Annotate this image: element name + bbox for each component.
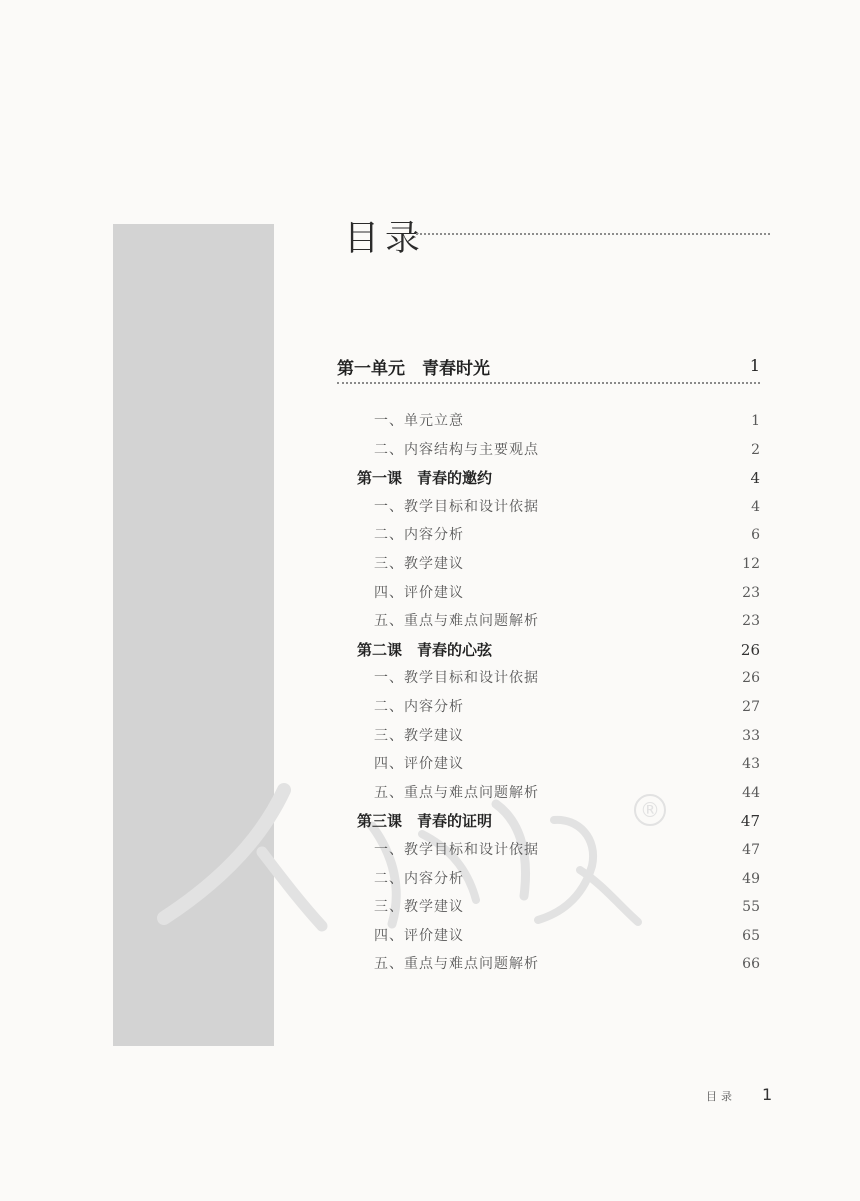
toc-entry-label: 第二课 青春的心弦	[357, 640, 493, 659]
toc-entry-label: 二、内容分析	[374, 698, 464, 715]
toc-entry[interactable]	[357, 521, 760, 550]
toc-entry[interactable]	[357, 550, 760, 579]
toc-entry-label: 五、重点与难点问题解析	[374, 613, 539, 630]
unit-title: 第一单元 青春时光	[337, 359, 490, 379]
toc-entry[interactable]	[357, 579, 760, 608]
toc-entry[interactable]	[357, 950, 760, 979]
toc-entry-page-number: 65	[742, 927, 760, 944]
title-dotted-leader	[416, 233, 770, 235]
page-footer	[706, 1086, 776, 1106]
unit-page-number: 1	[749, 356, 760, 375]
toc-entry-list	[357, 407, 760, 979]
toc-entry-label: 三、教学建议	[374, 899, 464, 916]
toc-entry-page-number: 44	[742, 784, 760, 801]
toc-entry-page-number: 12	[742, 555, 760, 572]
toc-entry[interactable]	[357, 693, 760, 722]
unit-heading-row[interactable]	[337, 352, 760, 382]
toc-entry-label: 三、教学建议	[374, 555, 464, 572]
toc-entry[interactable]	[357, 836, 760, 865]
side-band	[113, 224, 274, 1046]
toc-entry-page-number: 26	[740, 640, 760, 659]
toc-entry[interactable]	[357, 722, 760, 751]
toc-entry-label: 第一课 青春的邀约	[357, 469, 493, 488]
toc-entry-page-number: 26	[742, 670, 760, 687]
toc-entry[interactable]	[357, 865, 760, 894]
toc-entry-page-number: 27	[742, 698, 760, 715]
toc-entry-page-number: 55	[742, 899, 760, 916]
toc-entry-page-number: 23	[742, 584, 760, 601]
toc-entry[interactable]	[357, 779, 760, 808]
toc-entry-page-number: 33	[742, 727, 760, 744]
toc-entry-page-number: 4	[751, 498, 760, 515]
toc-entry-page-number: 6	[751, 527, 760, 544]
footer-page-number: 1	[762, 1085, 773, 1104]
toc-entry-page-number: 47	[742, 841, 760, 858]
toc-entry[interactable]	[357, 493, 760, 522]
toc-lesson-heading[interactable]	[357, 636, 760, 665]
toc-entry-label: 四、评价建议	[374, 756, 464, 773]
toc-entry-label: 二、内容分析	[374, 870, 464, 887]
toc-entry-label: 一、教学目标和设计依据	[374, 841, 539, 858]
toc-lesson-heading[interactable]	[357, 464, 760, 493]
toc-entry-label: 一、教学目标和设计依据	[374, 498, 539, 515]
toc-entry-label: 五、重点与难点问题解析	[374, 956, 539, 973]
toc-entry-label: 第三课 青春的证明	[357, 812, 493, 831]
toc-entry-label: 二、内容分析	[374, 527, 464, 544]
toc-entry[interactable]	[357, 607, 760, 636]
toc-entry-page-number: 43	[742, 756, 760, 773]
toc-entry[interactable]	[357, 922, 760, 951]
toc-entry-label: 一、单元立意	[374, 413, 464, 429]
toc-entry-label: 五、重点与难点问题解析	[374, 784, 539, 801]
toc-entry-label: 四、评价建议	[374, 927, 464, 944]
watermark-registered-mark: ®	[640, 798, 660, 822]
toc-entry-page-number: 4	[750, 469, 760, 488]
toc-entry-label: 二、内容结构与主要观点	[374, 441, 539, 458]
toc-entry[interactable]	[357, 664, 760, 693]
toc-entry-label: 四、评价建议	[374, 584, 464, 601]
toc-entry-label: 三、教学建议	[374, 727, 464, 744]
toc-lesson-heading[interactable]	[357, 807, 760, 836]
unit-dotted-leader	[337, 382, 760, 384]
toc-entry-page-number: 66	[742, 956, 760, 973]
toc-entry[interactable]	[357, 436, 760, 465]
page-title: 目录	[344, 219, 427, 259]
toc-entry[interactable]	[357, 893, 760, 922]
toc-entry-page-number: 49	[742, 870, 760, 887]
toc-entry-page-number: 47	[740, 812, 760, 831]
footer-label: 目录	[706, 1090, 736, 1103]
toc-entry[interactable]	[357, 750, 760, 779]
toc-entry-label: 一、教学目标和设计依据	[374, 670, 539, 687]
toc-entry-page-number: 2	[751, 441, 760, 458]
toc-heading	[344, 214, 770, 264]
toc-entry-page-number: 1	[751, 413, 760, 429]
toc-entry[interactable]	[357, 407, 760, 436]
toc-entry-page-number: 23	[742, 613, 760, 630]
